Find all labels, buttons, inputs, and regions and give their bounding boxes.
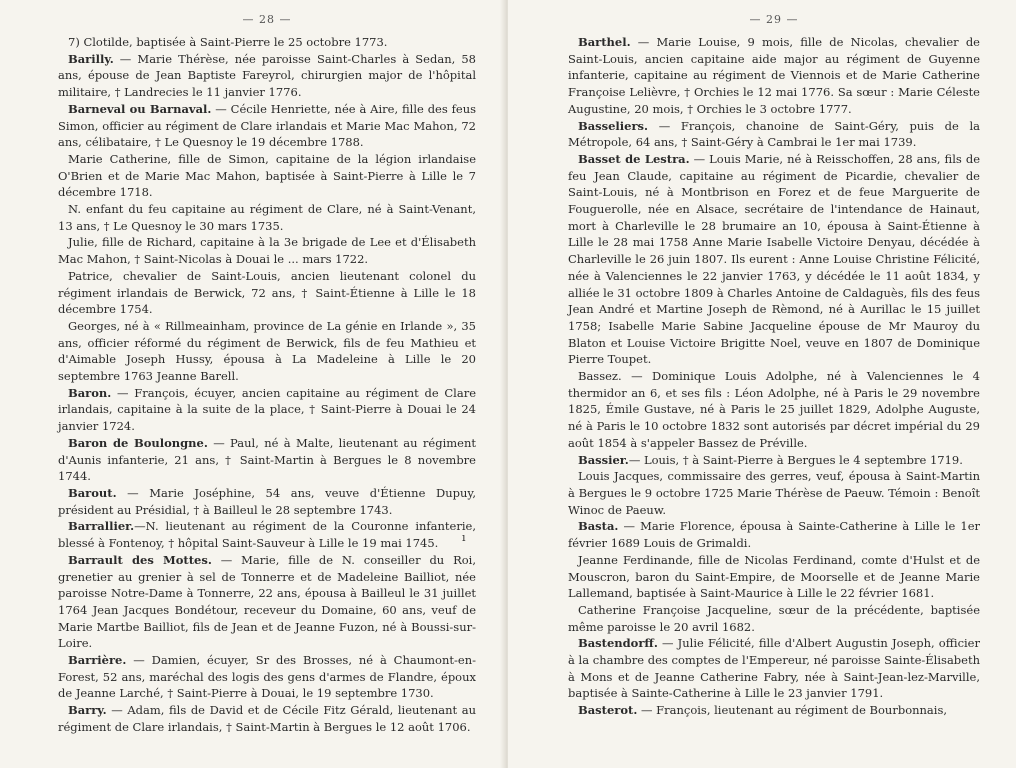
page-number: — 28 —: [242, 13, 292, 26]
entry: [58, 268, 476, 318]
margin-mark: ı: [462, 531, 466, 544]
entry: [58, 318, 476, 385]
entry: [568, 452, 980, 469]
entry: [58, 234, 476, 267]
entry-text: —N. lieutenant au régiment de la Couronne infanterie, blessé à Fontenoy, † hôpital Saint-Sauveur à Lille le 19 mai 1745.: [58, 519, 476, 551]
entry-name: Basterot.: [578, 703, 638, 718]
entry-text: 7) Clotilde, baptisée à Saint-Pierre le 25 octobre 1773.: [68, 35, 388, 49]
entry-text: Jeanne Ferdinande, fille de Nicolas Ferdinand, comte d'Hulst et de Mouscron, baron du Saint-Empire, de Moorselle et de Jeanne Marie Lallemand, baptisée à Saint-Maurice à Lille le 22 février 1681.: [568, 552, 980, 601]
entry-name: Basset de Lestra.: [578, 151, 690, 166]
entry-text: — Marie Joséphine, 54 ans, veuve d'Étienne Dupuy, président au Présidial, † à Bailleul le 28 septembre 1743.: [58, 485, 476, 517]
entry: [58, 101, 476, 151]
entry: [568, 34, 980, 118]
entry: [58, 201, 476, 234]
entry-text: Bassez. — Dominique Louis Adolphe, né à Valenciennes le 4 thermidor an 6, et ses fils : Léon Adolphe, né à Paris le 29 novembre 1825, Émile Gustave, né à Paris le 25 juillet 1829, Adolphe Auguste, né à Paris le 10 octobre 1832 sont autorisés par décret impérial du 29 août 1854 à s'appeler Bassez de Préville.: [568, 369, 980, 450]
entry-name: Barrault des Mottes.: [68, 552, 212, 567]
entries: [568, 34, 980, 719]
entry-text: — Damien, écuyer, Sr des Brosses, né à Chaumont-en-Forest, 52 ans, maréchal des logis des gens d'armes de Flandre, époux de Jeanne Larché, † Saint-Pierre à Douai, le 19 septembre 1730.: [58, 653, 476, 701]
entry: [58, 435, 476, 485]
entry-name: Baron de Boulongne.: [68, 435, 208, 450]
entry-name: Basseliers.: [578, 118, 649, 133]
entry-text: — Marie Louise, 9 mois, fille de Nicolas, chevalier de Saint-Louis, ancien capitaine aide major au régiment de Guyenne infanterie, capitaine au régiment de Viennois et de Marie Catherine Françoise Lelièvre, † Orchies le 12 mai 1776. Sa sœur : Marie Céleste Augustine, 20 mois, † Orchies le 3 octobre 1777.: [568, 35, 980, 116]
entry-name: Barout.: [68, 485, 117, 500]
entry-name: Barry.: [68, 703, 107, 718]
left-page: [0, 0, 504, 768]
entry-name: Barneval ou Barnaval.: [68, 101, 212, 116]
entry-text: Georges, né à « Rillmeainham, province de La génie en Irlande », 35 ans, officier réformé du régiment de Berwick, fils de feu Mathieu et d'Aimable Joseph Hussy, épousa à La Madeleine à Lille le 20 septembre 1763 Jeanne Barell.: [58, 318, 476, 384]
entry-text: — Adam, fils de David et de Cécile Fitz Gérald, lieutenant au régiment de Clare irlandais, † Saint-Martin à Bergues le 12 août 1706.: [58, 703, 476, 734]
entry-text: — Louis, † à Saint-Pierre à Bergues le 4 septembre 1719.: [628, 452, 963, 467]
entries: [58, 34, 476, 736]
entry-name: Barrière.: [68, 653, 127, 668]
entry-text: Julie, fille de Richard, capitaine à la 3e brigade de Lee et d'Élisabeth Mac Mahon, † Saint-Nicolas à Douai le ... mars 1722.: [58, 235, 476, 267]
entry-text: — Julie Félicité, fille d'Albert Augustin Joseph, officier à la chambre des comptes de l'Empereur, né paroisse Sainte-Élisabeth à Mons et de Jeanne Catherine Fabry, née à Saint-Jean-lez-Marville, baptisée à Sainte-Catherine à Lille le 23 janvier 1791.: [568, 636, 980, 701]
entry-text: — Paul, né à Malte, lieutenant au régiment d'Aunis infanterie, 21 ans, † Saint-Martin à Bergues le 8 novembre 1744.: [58, 435, 476, 484]
entry-name: Bassier.: [578, 452, 629, 467]
entry-name: Barilly.: [68, 51, 114, 66]
entry: [58, 702, 476, 735]
entry: [568, 468, 980, 518]
entry: [58, 652, 476, 702]
entry: [58, 385, 476, 435]
entry-text: — Louis Marie, né à Reisschoffen, 28 ans, fils de feu Jean Claude, capitaine au régiment de Picardie, chevalier de Saint-Louis, né à Montbrison en Forez et de feue Marguerite de Fouguerolle, née en Alsace, secrétaire de l'intendance de Hainaut, mort à Charleville le 28 brumaire an 10, épousa à Saint-Étienne à Lille le 28 mai 1758 Anne Marie Isabelle Victoire Denyau, décédée à Charleville le 26 juin 1807. Ils eurent : Anne Louise Christine Félicité, née à Valenciennes le 22 janvier 1763, y décédée le 11 août 1834, y alliée le 31 octobre 1809 à Charles Antoine de Caldaguès, fils des feus Jean André et Martine Joseph de Rèmond, né à Aurillac le 15 juillet 1758; Isabelle Marie Sabine Jacqueline épouse de Mr Mauroy du Blaton et Louise Victoire Brigitte Noel, veuve en 1807 de Dominique Pierre Toupet.: [568, 151, 980, 367]
entry-text: N. enfant du feu capitaine au régiment de Clare, né à Saint-Venant, 13 ans, † Le Quesnoy le 30 mars 1735.: [58, 202, 476, 233]
entry: [58, 51, 476, 101]
page-number: — 29 —: [749, 13, 799, 26]
entry: [568, 118, 980, 151]
entry-text: Patrice, chevalier de Saint-Louis, ancien lieutenant colonel du régiment irlandais de Berwick, 72 ans, † Saint-Étienne à Lille le 18 décembre 1754.: [58, 268, 476, 317]
entry-text: — François, écuyer, ancien capitaine au régiment de Clare irlandais, capitaine à la suite de la place, † Saint-Pierre à Douai le 24 janvier 1724.: [58, 385, 476, 434]
right-page: [508, 0, 1016, 768]
entry: [568, 635, 980, 702]
entry-text: — Cécile Henriette, née à Aire, fille des feus Simon, officier au régiment de Clare irlandais et Marie Mac Mahon, 72 ans, célibataire, † Le Quesnoy le 19 décembre 1788.: [58, 101, 476, 150]
entry-text: Catherine Françoise Jacqueline, sœur de la précédente, baptisée même paroisse le 20 avril 1682.: [568, 602, 980, 634]
entry: [568, 602, 980, 635]
entry-text: — Marie, fille de N. conseiller du Roi, grenetier au grenier à sel de Tonnerre et de Madeleine Bailliot, née paroisse Notre-Dame à Tonnerre, 22 ans, épousa à Bailleul le 31 juillet 1764 Jean Jacques Bondétour, receveur du Domaine, 60 ans, veuf de Marie Martbe Bailliot, fils de Jean et de Jeanne Fuzon, né à Boussi-sur-Loire.: [58, 552, 476, 651]
entry-text: Marie Catherine, fille de Simon, capitaine de la légion irlandaise O'Brien et de Marie Mac Mahon, baptisée à Saint-Pierre à Lille le 7 décembre 1718.: [58, 151, 476, 200]
entry: [568, 151, 980, 368]
entry-text: — François, lieutenant au régiment de Bourbonnais,: [637, 703, 948, 718]
entry: [58, 151, 476, 201]
entry-name: Basta.: [578, 519, 619, 534]
entry: [58, 552, 476, 652]
entry: [58, 518, 476, 551]
entry-name: Bastendorff.: [578, 636, 658, 651]
entry-name: Barrallier.: [68, 519, 135, 534]
entry: [58, 485, 476, 518]
entry-text: — Marie Florence, épousa à Sainte-Catherine à Lille le 1er février 1689 Louis de Grimaldi.: [568, 519, 980, 551]
entry: [568, 552, 980, 602]
entry: [568, 702, 980, 719]
entry-text: — Marie Thérèse, née paroisse Saint-Charles à Sedan, 58 ans, épouse de Jean Baptiste Fareyrol, chirurgien major de l'hôpital militaire, † Landrecies le 11 janvier 1776.: [58, 51, 476, 100]
entry: [58, 34, 476, 51]
entry: [568, 368, 980, 452]
entry-text: — François, chanoine de Saint-Géry, puis de la Métropole, 64 ans, † Saint-Géry à Cambrai le 1er mai 1739.: [568, 118, 980, 150]
entry-name: Barthel.: [578, 35, 631, 49]
entry-name: Baron.: [68, 385, 112, 400]
entry-text: Louis Jacques, commissaire des gerres, veuf, épousa à Saint-Martin à Bergues le 9 octobre 1725 Marie Thérèse de Paeuw. Témoin : Benoît Winoc de Paeuw.: [568, 469, 980, 517]
entry: [568, 518, 980, 551]
